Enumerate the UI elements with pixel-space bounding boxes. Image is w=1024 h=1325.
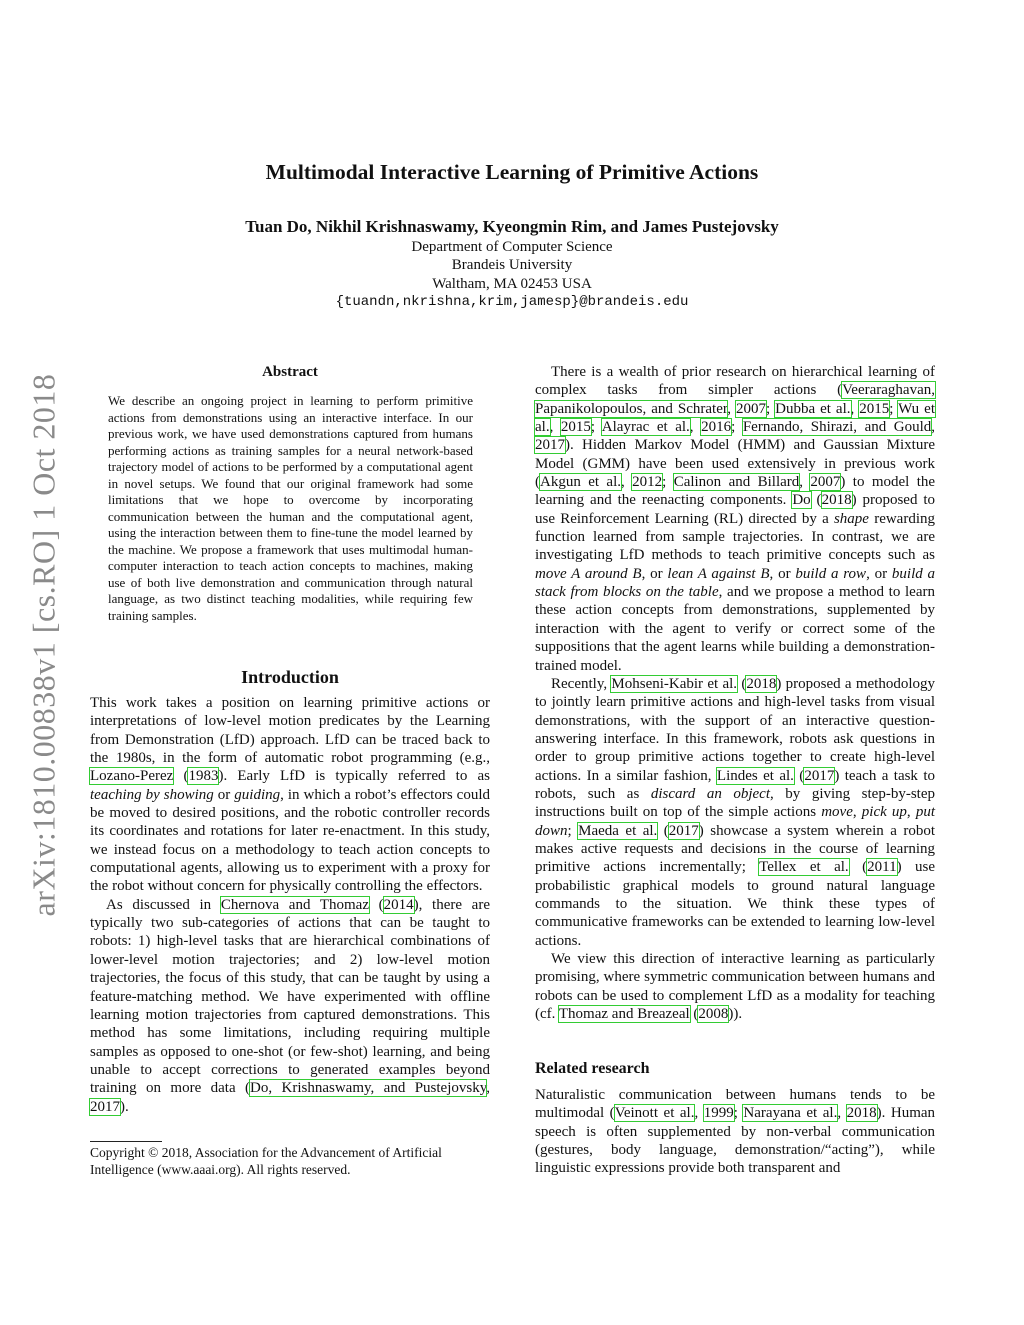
citation-year-link[interactable]: 2008 [698,1006,729,1023]
introduction-body [90,694,490,1116]
university: Brandeis University [451,257,573,274]
citation-link[interactable]: Mohseni-Kabir et al. [611,675,738,692]
citation-year-link[interactable]: 2017 [535,437,565,454]
author-emails: {tuandn,nkrishna,krim,jamesp}@brandeis.edu [335,293,689,310]
citation-link[interactable]: Lindes et al. [716,767,794,784]
related-research-body [535,1086,935,1178]
citation-year-link[interactable]: 2017 [804,767,835,784]
citation-year-link[interactable]: 2007 [735,400,766,417]
citation-year-link[interactable]: 2018 [746,675,777,692]
citation-link[interactable]: Alayrac et al. [601,419,690,436]
right-paragraph-3: We view this direction of interactive learning as particularly promising, where symmetric communication between humans and robots can be used to complement LfD as a modality for teaching (cf. Thomaz and Breazeal (2008)). [535,951,935,1023]
citation-link[interactable]: Dubba et al. [775,400,851,417]
abstract-heading: Abstract [262,364,318,380]
citation-link[interactable]: Calinon and Billard [673,474,800,491]
paper-title: Multimodal Interactive Learning of Primitive Actions [265,160,759,184]
citation-link[interactable]: Lozano-Perez [90,768,174,785]
citation-link[interactable]: Akgun et al. [540,474,621,491]
citation-link[interactable]: Fernando, Shirazi, and Gould [742,419,932,436]
citation-link[interactable]: Maeda et al. [578,822,658,839]
citation-year-link[interactable]: 2015 [560,419,591,436]
citation-link[interactable]: Narayana et al. [743,1105,838,1122]
introduction-heading: Introduction [241,667,339,687]
citation-year-link[interactable]: 2018 [846,1105,877,1122]
intro-paragraph-2: As discussed in Chernova and Thomaz (2014), there are typically two sub-categories of actions that can be taught to robots: 1) high-level tasks that are hierarchical combinations of lower-level motion trajectories; and 2) low-level motion trajectories, the focus of this study, that can be taught by using a feature-matching method. We have experimented with offline learning motion trajectories from captured demonstrations. This method has some limitations, including requiring multiple samples as opposed to one-shot (or few-shot) learning, and being unable to accept corrections to generated examples beyond training on more data (Do, Krishnaswamy, and Pustejovsky, 2017). [90,896,490,1115]
city-address: Waltham, MA 02453 USA [432,275,592,292]
copyright-footnote: Copyright © 2018, Association for the Advancement of Artificial Intelligence (www.aaai.org). All rights reserved. [90,1145,442,1177]
citation-year-link[interactable]: 2017 [90,1098,120,1115]
citation-link[interactable]: Chernova and Thomaz [220,896,369,913]
citation-year-link[interactable]: 1999 [703,1105,734,1122]
arxiv-stamp: arXiv:1810.00838v1 [cs.RO] 1 Oct 2018 [25,373,62,917]
citation-year-link[interactable]: 2017 [668,822,699,839]
citation-link[interactable]: Do, Krishnaswamy, and Pustejovsky [250,1080,487,1097]
affiliation-block [0,238,1024,311]
right-paragraph-1: There is a wealth of prior research on hierarchical learning of complex tasks from simpler actions (Veeraraghavan, Papanikolopoulos, and Schrater, 2007; Dubba et al., 2015; Wu et al., 2015; Alayrac et al., 2016; Fernando, Shirazi, and Gould, 2017). Hidden Markov Model (HMM) and Gaussian Mixture Model (GMM) have been used extensively in previous work (Akgun et al., 2012; Calinon and Billard, 2007) to model the learning and the reenacting components. Do (2018) proposed to use Reinforcement Learning (RL) directed by a shape rewarding function learned from sample trajectories. In contrast, we are investigating LfD methods to teach primitive concepts such as move A around B, or lean A against B, or build a row, or build a stack from blocks on the table, and we propose a method to learn these action concepts from demonstrations, supplemented by interaction with the agent to verify or correct some of the suppositions that the agent learns while building a demonstration-trained model. [535,364,936,674]
citation-link[interactable]: Wu et al. [535,400,935,436]
abstract-text: We describe an ongoing project in learning to perform primitive actions from demonstrations using an interactive interface. In our previous work, we have used demonstrations captured from humans performing actions as training samples for a neural network-based trajectory model of actions to be performed by a computational agent in novel setups. We found that our original framework had some limitations that we hope to overcome by incorporating communication between the human and the computational agent, using the interaction between them to fine-tune the model learned by the machine. We propose a framework that uses multimodal human-computer interaction to teach action concepts to machines, making use of both live demonstration and communication through natural language, as two distinct teaching modalities, while requiring few training samples. [108,393,473,623]
citation-year-link[interactable]: 1983 [188,768,219,785]
related-research-heading: Related research [535,1060,650,1077]
footnote-rule [90,1141,162,1142]
citation-year-link[interactable]: 2015 [859,400,890,417]
citation-year-link[interactable]: 2018 [821,492,852,509]
right-column-body [535,363,935,1023]
citation-year-link[interactable]: 2012 [632,474,663,491]
citation-year-link[interactable]: 2011 [867,859,897,876]
citation-year-link[interactable]: 2014 [383,896,414,913]
intro-paragraph-1: This work takes a position on learning primitive actions or interpretations of low-level motion predicates by the Learning from Demonstration (LfD) approach. LfD can be traced back to the 1980s, in the form of automatic robot programming (e.g., Lozano-Perez (1983). Early LfD is typically referred to as teaching by showing or guiding, in which a robot’s effectors could be moved to desired positions, and the robotic controller records its coordinates and rotations for later re-enactment. In this study, we instead focus on a methodology to teach action concepts to computational agents, allowing us to experiment with a proxy for the robot without concern for physically controlling the effectors. [90,695,491,895]
right-paragraph-2: Recently, Mohseni-Kabir et al. (2018) proposed a methodology to jointly learn primitive actions and high-level tasks from visual demonstrations, with the support of an interactive question-answering interface. In this framework, robots ask questions in order to group primitive actions together to create high-level actions. In a similar fashion, Lindes et al. (2017) teach a task to robots, such as discard an object, by giving step-by-step instructions built on top of the simple actions move, pick up, put down; Maeda et al. (2017) showcase a system wherein a robot makes active requests and decisions in the course of learning primitive actions incrementally; Tellex et al. (2011) use probabilistic graphical models to ground natural language commands to the situation. We think these types of communicative frameworks can be extended to learning low-level actions. [535,675,936,949]
citation-year-link[interactable]: 2007 [810,474,841,491]
author-list: Tuan Do, Nikhil Krishnaswamy, Kyeongmin Rim, and James Pustejovsky [245,217,779,236]
citation-link[interactable]: Tellex et al. [759,859,849,876]
citation-link[interactable]: Thomaz and Breazeal [558,1006,690,1023]
citation-year-link[interactable]: 2016 [701,419,732,436]
citation-link[interactable]: Veeraraghavan, Papanikolopoulos, and Schrater [535,382,935,417]
related-paragraph-1: Naturalistic communication between humans tends to be multimodal (Veinott et al., 1999; Narayana et al., 2018). Human speech is often supplemented by non-verbal communication (gestures, body language, demonstration/“acting”), while linguistic expressions provide both transparent and [535,1087,936,1177]
citation-link[interactable]: Do [792,492,811,509]
department: Department of Computer Science [411,239,613,255]
citation-link[interactable]: Veinott et al. [614,1105,695,1122]
